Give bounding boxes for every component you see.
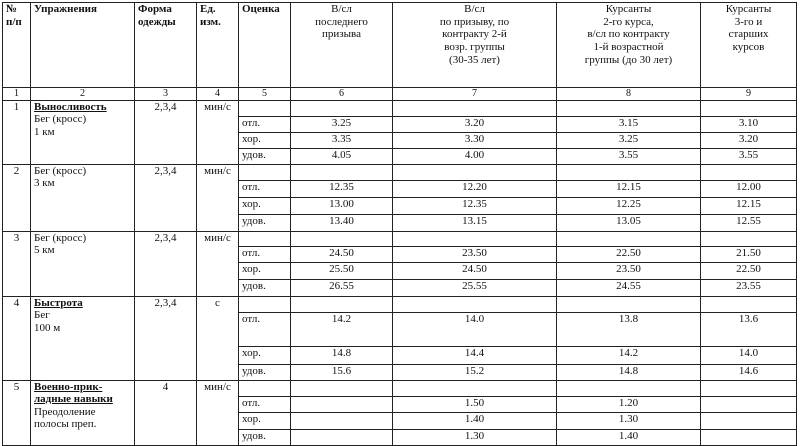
exercise-block-start <box>3 100 797 116</box>
empty-cell <box>291 380 393 396</box>
empty-cell <box>557 100 701 116</box>
exercise-line: Бег (кросс) <box>34 113 87 126</box>
norm-value-c9 <box>701 412 797 429</box>
header-uniform: Форма одежды <box>135 3 197 88</box>
exercise-name <box>31 164 135 231</box>
header-col8: Курсанты 2-го курса, в/сл по контракту 1-й возрастной группы (до 30 лет) <box>557 3 701 88</box>
exercise-category: Военно-прик- ладные навыки <box>34 380 113 406</box>
norm-value-c8: 1.20 <box>557 396 701 412</box>
empty-cell <box>239 296 291 312</box>
norm-value-c7: 14.0 <box>393 312 557 346</box>
grade-label: отл. <box>239 116 291 132</box>
norm-value-c9 <box>701 396 797 412</box>
empty-cell <box>557 296 701 312</box>
empty-cell <box>393 231 557 246</box>
exercise-line: Бег (кросс) <box>34 231 87 244</box>
empty-cell <box>701 231 797 246</box>
empty-cell <box>291 100 393 116</box>
norm-value-c6: 14.2 <box>291 312 393 346</box>
norms-table <box>2 2 797 446</box>
exercise-number: 5 <box>3 380 31 445</box>
norm-value-c8: 14.8 <box>557 364 701 380</box>
uniform-value: 2,3,4 <box>135 100 197 164</box>
empty-cell <box>393 100 557 116</box>
column-numbers-row <box>3 88 797 101</box>
exercise-block-start <box>3 164 797 180</box>
empty-cell <box>557 164 701 180</box>
exercise-line: 3 км <box>34 177 55 190</box>
norm-value-c9: 14.0 <box>701 346 797 364</box>
empty-cell <box>239 380 291 396</box>
column-number: 1 <box>3 88 31 101</box>
exercise-name <box>31 100 135 164</box>
norm-value-c8: 23.50 <box>557 262 701 279</box>
norm-value-c8: 12.25 <box>557 197 701 214</box>
norm-value-c9: 23.55 <box>701 279 797 296</box>
norm-value-c6 <box>291 412 393 429</box>
exercise-number: 1 <box>3 100 31 164</box>
norm-value-c8: 13.05 <box>557 214 701 231</box>
grade-label: отл. <box>239 180 291 197</box>
norm-value-c8: 1.40 <box>557 429 701 445</box>
norm-value-c8: 22.50 <box>557 246 701 262</box>
norm-value-c8: 12.15 <box>557 180 701 197</box>
norm-value-c7: 13.15 <box>393 214 557 231</box>
norm-value-c6: 3.25 <box>291 116 393 132</box>
uniform-value: 2,3,4 <box>135 296 197 380</box>
grade-label: хор. <box>239 412 291 429</box>
norm-value-c7: 12.35 <box>393 197 557 214</box>
header-grade: Оценка <box>239 3 291 88</box>
norm-value-c7: 23.50 <box>393 246 557 262</box>
norm-value-c6 <box>291 429 393 445</box>
column-number: 3 <box>135 88 197 101</box>
empty-cell <box>557 380 701 396</box>
header-col9: Курсанты 3-го и старших курсов <box>701 3 797 88</box>
empty-cell <box>701 380 797 396</box>
norm-value-c7: 1.50 <box>393 396 557 412</box>
exercise-name <box>31 296 135 380</box>
header-num: № п/п <box>3 3 31 88</box>
grade-label: хор. <box>239 346 291 364</box>
norm-value-c6: 4.05 <box>291 148 393 164</box>
header-exercise: Упражнения <box>31 3 135 88</box>
norm-value-c8: 3.15 <box>557 116 701 132</box>
grade-label: хор. <box>239 132 291 148</box>
norm-value-c6: 14.8 <box>291 346 393 364</box>
unit-value: мин/с <box>197 231 239 296</box>
norm-value-c8: 3.25 <box>557 132 701 148</box>
unit-value: мин/с <box>197 380 239 445</box>
norm-value-c7: 15.2 <box>393 364 557 380</box>
norm-value-c6: 13.40 <box>291 214 393 231</box>
grade-label: хор. <box>239 197 291 214</box>
grade-label: удов. <box>239 214 291 231</box>
norm-value-c7: 25.55 <box>393 279 557 296</box>
uniform-value: 4 <box>135 380 197 445</box>
empty-cell <box>701 100 797 116</box>
uniform-value: 2,3,4 <box>135 164 197 231</box>
grade-label: отл. <box>239 246 291 262</box>
norm-value-c8: 14.2 <box>557 346 701 364</box>
empty-cell <box>239 231 291 246</box>
exercise-block-start <box>3 231 797 246</box>
norm-value-c9: 12.15 <box>701 197 797 214</box>
column-number: 9 <box>701 88 797 101</box>
exercise-number: 2 <box>3 164 31 231</box>
exercise-line: 1 км <box>34 125 55 138</box>
empty-cell <box>239 164 291 180</box>
header-col6: В/сл последнего призыва <box>291 3 393 88</box>
norm-value-c8: 24.55 <box>557 279 701 296</box>
norm-value-c9: 3.20 <box>701 132 797 148</box>
norm-value-c6: 24.50 <box>291 246 393 262</box>
grade-label: удов. <box>239 148 291 164</box>
column-number: 2 <box>31 88 135 101</box>
uniform-value: 2,3,4 <box>135 231 197 296</box>
norm-value-c6: 15.6 <box>291 364 393 380</box>
norm-value-c6: 25.50 <box>291 262 393 279</box>
unit-value: с <box>197 296 239 380</box>
exercise-number: 4 <box>3 296 31 380</box>
exercise-category: Выносливость <box>34 100 107 113</box>
empty-cell <box>393 380 557 396</box>
header-row <box>3 3 797 88</box>
exercise-block-start <box>3 296 797 312</box>
grade-label: удов. <box>239 279 291 296</box>
exercise-number: 3 <box>3 231 31 296</box>
norm-value-c6: 12.35 <box>291 180 393 197</box>
unit-value: мин/с <box>197 164 239 231</box>
norm-value-c9: 3.10 <box>701 116 797 132</box>
exercise-line: Бег <box>34 309 50 322</box>
header-col7: В/сл по призыву, по контракту 2-й возр. группы (30-35 лет) <box>393 3 557 88</box>
norm-value-c8: 1.30 <box>557 412 701 429</box>
norm-value-c7: 1.40 <box>393 412 557 429</box>
column-number: 4 <box>197 88 239 101</box>
norm-value-c7: 14.4 <box>393 346 557 364</box>
norm-value-c9: 13.6 <box>701 312 797 346</box>
exercise-block-start <box>3 380 797 396</box>
empty-cell <box>393 164 557 180</box>
norm-value-c7: 3.20 <box>393 116 557 132</box>
grade-label: отл. <box>239 312 291 346</box>
grade-label: хор. <box>239 262 291 279</box>
norm-value-c8: 3.55 <box>557 148 701 164</box>
norm-value-c7: 3.30 <box>393 132 557 148</box>
norm-value-c9: 12.55 <box>701 214 797 231</box>
empty-cell <box>701 164 797 180</box>
empty-cell <box>557 231 701 246</box>
header-unit: Ед. изм. <box>197 3 239 88</box>
norm-value-c7: 1.30 <box>393 429 557 445</box>
empty-cell <box>291 231 393 246</box>
norm-value-c9: 3.55 <box>701 148 797 164</box>
norm-value-c9: 14.6 <box>701 364 797 380</box>
exercise-line: 5 км <box>34 244 55 257</box>
exercise-category: Быстрота <box>34 296 83 309</box>
exercise-name <box>31 231 135 296</box>
column-number: 5 <box>239 88 291 101</box>
column-number: 7 <box>393 88 557 101</box>
exercise-line: Преодоление <box>34 405 96 418</box>
empty-cell <box>291 296 393 312</box>
norm-value-c6 <box>291 396 393 412</box>
empty-cell <box>701 296 797 312</box>
empty-cell <box>393 296 557 312</box>
grade-label: удов. <box>239 364 291 380</box>
exercise-line: 100 м <box>34 321 61 334</box>
column-number: 6 <box>291 88 393 101</box>
norm-value-c7: 12.20 <box>393 180 557 197</box>
empty-cell <box>239 100 291 116</box>
grade-label: отл. <box>239 396 291 412</box>
unit-value: мин/с <box>197 100 239 164</box>
norm-value-c6: 13.00 <box>291 197 393 214</box>
norm-value-c9 <box>701 429 797 445</box>
grade-label: удов. <box>239 429 291 445</box>
norm-value-c7: 24.50 <box>393 262 557 279</box>
empty-cell <box>291 164 393 180</box>
exercise-name <box>31 380 135 445</box>
exercise-line: полосы преп. <box>34 418 97 431</box>
norm-value-c7: 4.00 <box>393 148 557 164</box>
norm-value-c8: 13.8 <box>557 312 701 346</box>
exercise-line: Бег (кросс) <box>34 164 87 177</box>
norm-value-c6: 3.35 <box>291 132 393 148</box>
norm-value-c9: 21.50 <box>701 246 797 262</box>
column-number: 8 <box>557 88 701 101</box>
norm-value-c9: 12.00 <box>701 180 797 197</box>
norm-value-c9: 22.50 <box>701 262 797 279</box>
norm-value-c6: 26.55 <box>291 279 393 296</box>
